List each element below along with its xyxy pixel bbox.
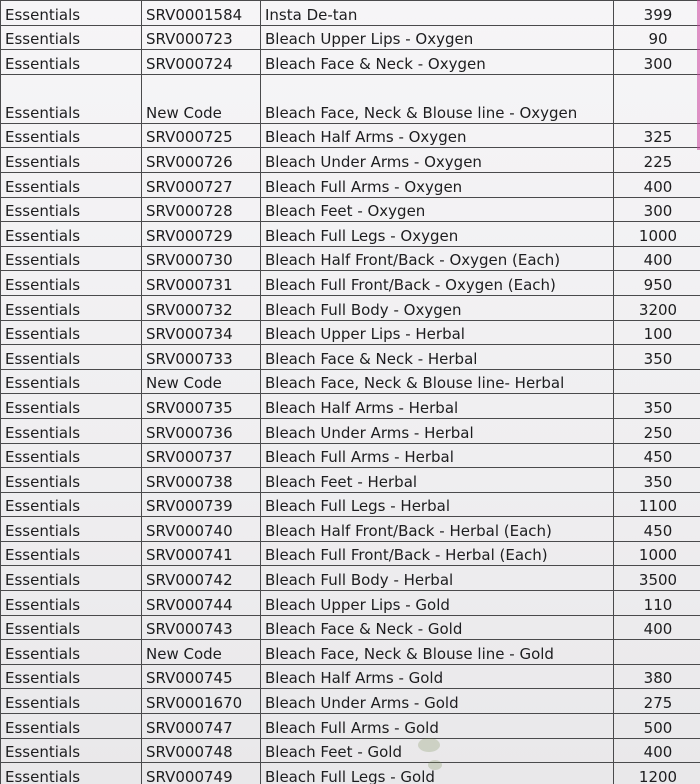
service-name-cell: Bleach Half Front/Back - Herbal (Each) [261, 517, 614, 542]
service-code-cell: SRV0001584 [142, 1, 261, 26]
table-row [1, 418, 700, 443]
price-cell: 300 [614, 197, 700, 222]
table-row [1, 123, 700, 148]
service-code-cell: SRV000735 [142, 394, 261, 419]
service-code-cell: New Code [142, 640, 261, 665]
service-code-cell: SRV000727 [142, 172, 261, 197]
price-cell: 350 [614, 468, 700, 493]
service-code-cell: SRV0001670 [142, 689, 261, 714]
service-name-cell: Bleach Full Legs - Gold [261, 763, 614, 784]
table-row [1, 1, 700, 26]
service-name-cell: Bleach Half Front/Back - Oxygen (Each) [261, 246, 614, 271]
category-cell: Essentials [1, 738, 142, 763]
service-code-cell: SRV000747 [142, 714, 261, 739]
service-code-cell: SRV000724 [142, 50, 261, 75]
service-code-cell: SRV000723 [142, 25, 261, 50]
price-cell: 275 [614, 689, 700, 714]
table-row [1, 369, 700, 394]
service-code-cell: SRV000739 [142, 492, 261, 517]
price-cell [614, 74, 700, 123]
table-row [1, 320, 700, 345]
service-name-cell: Bleach Upper Lips - Oxygen [261, 25, 614, 50]
category-cell: Essentials [1, 222, 142, 247]
category-cell: Essentials [1, 25, 142, 50]
price-cell: 450 [614, 443, 700, 468]
service-name-cell: Bleach Full Front/Back - Oxygen (Each) [261, 271, 614, 296]
service-name-cell: Insta De-tan [261, 1, 614, 26]
service-code-cell: SRV000733 [142, 345, 261, 370]
category-cell: Essentials [1, 763, 142, 784]
table-row [1, 394, 700, 419]
category-cell: Essentials [1, 1, 142, 26]
price-cell: 1200 [614, 763, 700, 784]
table-row [1, 468, 700, 493]
service-code-cell: SRV000732 [142, 295, 261, 320]
service-name-cell: Bleach Feet - Oxygen [261, 197, 614, 222]
table-row [1, 295, 700, 320]
service-code-cell: SRV000738 [142, 468, 261, 493]
service-name-cell: Bleach Half Arms - Herbal [261, 394, 614, 419]
service-name-cell: Bleach Face, Neck & Blouse line - Gold [261, 640, 614, 665]
service-name-cell: Bleach Half Arms - Gold [261, 664, 614, 689]
category-cell: Essentials [1, 345, 142, 370]
table-row [1, 640, 700, 665]
table-row [1, 689, 700, 714]
service-code-cell: SRV000744 [142, 591, 261, 616]
category-cell: Essentials [1, 492, 142, 517]
price-cell: 110 [614, 591, 700, 616]
category-cell: Essentials [1, 418, 142, 443]
service-name-cell: Bleach Upper Lips - Herbal [261, 320, 614, 345]
table-row [1, 492, 700, 517]
price-cell [614, 369, 700, 394]
price-cell: 100 [614, 320, 700, 345]
service-name-cell: Bleach Feet - Herbal [261, 468, 614, 493]
service-name-cell: Bleach Full Arms - Herbal [261, 443, 614, 468]
service-code-cell: SRV000731 [142, 271, 261, 296]
category-cell: Essentials [1, 640, 142, 665]
service-code-cell: SRV000726 [142, 148, 261, 173]
service-name-cell: Bleach Full Legs - Oxygen [261, 222, 614, 247]
service-name-cell: Bleach Under Arms - Herbal [261, 418, 614, 443]
service-name-cell: Bleach Upper Lips - Gold [261, 591, 614, 616]
table-row [1, 148, 700, 173]
service-code-cell: SRV000728 [142, 197, 261, 222]
service-code-cell: SRV000737 [142, 443, 261, 468]
category-cell: Essentials [1, 295, 142, 320]
service-name-cell: Bleach Full Body - Herbal [261, 566, 614, 591]
category-cell: Essentials [1, 74, 142, 123]
category-cell: Essentials [1, 148, 142, 173]
service-code-cell: SRV000740 [142, 517, 261, 542]
price-cell: 3200 [614, 295, 700, 320]
service-name-cell: Bleach Full Body - Oxygen [261, 295, 614, 320]
category-cell: Essentials [1, 123, 142, 148]
price-cell: 380 [614, 664, 700, 689]
category-cell: Essentials [1, 615, 142, 640]
service-code-cell: SRV000736 [142, 418, 261, 443]
service-name-cell: Bleach Under Arms - Gold [261, 689, 614, 714]
category-cell: Essentials [1, 591, 142, 616]
category-cell: Essentials [1, 172, 142, 197]
price-cell: 225 [614, 148, 700, 173]
table-row [1, 345, 700, 370]
table-row [1, 25, 700, 50]
table-row [1, 50, 700, 75]
service-code-cell: SRV000745 [142, 664, 261, 689]
price-cell: 400 [614, 246, 700, 271]
table-row [1, 74, 700, 123]
service-code-cell: SRV000730 [142, 246, 261, 271]
service-name-cell: Bleach Face & Neck - Gold [261, 615, 614, 640]
table-row [1, 172, 700, 197]
table-row [1, 763, 700, 784]
service-code-cell: SRV000742 [142, 566, 261, 591]
table-row [1, 664, 700, 689]
price-cell: 90 [614, 25, 700, 50]
service-name-cell: Bleach Face & Neck - Oxygen [261, 50, 614, 75]
service-code-cell: New Code [142, 369, 261, 394]
category-cell: Essentials [1, 443, 142, 468]
price-cell: 400 [614, 615, 700, 640]
table-row [1, 246, 700, 271]
category-cell: Essentials [1, 689, 142, 714]
table-row [1, 517, 700, 542]
paper-stain [428, 760, 442, 770]
paper-stain [418, 738, 440, 752]
service-name-cell: Bleach Full Arms - Gold [261, 714, 614, 739]
table-row [1, 738, 700, 763]
price-cell: 350 [614, 394, 700, 419]
table-row [1, 443, 700, 468]
table-row [1, 197, 700, 222]
price-cell: 350 [614, 345, 700, 370]
category-cell: Essentials [1, 541, 142, 566]
price-cell: 399 [614, 1, 700, 26]
price-cell: 1000 [614, 222, 700, 247]
category-cell: Essentials [1, 517, 142, 542]
service-code-cell: SRV000748 [142, 738, 261, 763]
service-name-cell: Bleach Face, Neck & Blouse line - Oxygen [261, 74, 614, 123]
price-cell: 450 [614, 517, 700, 542]
service-code-cell: New Code [142, 74, 261, 123]
service-name-cell: Bleach Face, Neck & Blouse line- Herbal [261, 369, 614, 394]
service-code-cell: SRV000749 [142, 763, 261, 784]
service-code-cell: SRV000725 [142, 123, 261, 148]
service-name-cell: Bleach Under Arms - Oxygen [261, 148, 614, 173]
price-cell: 3500 [614, 566, 700, 591]
price-cell: 300 [614, 50, 700, 75]
table-row [1, 541, 700, 566]
service-code-cell: SRV000734 [142, 320, 261, 345]
price-cell: 1100 [614, 492, 700, 517]
category-cell: Essentials [1, 320, 142, 345]
price-cell: 400 [614, 172, 700, 197]
service-name-cell: Bleach Face & Neck - Herbal [261, 345, 614, 370]
price-cell: 1000 [614, 541, 700, 566]
service-code-cell: SRV000741 [142, 541, 261, 566]
table-row [1, 566, 700, 591]
service-name-cell: Bleach Half Arms - Oxygen [261, 123, 614, 148]
price-cell: 250 [614, 418, 700, 443]
table-row [1, 591, 700, 616]
category-cell: Essentials [1, 369, 142, 394]
price-cell [614, 640, 700, 665]
price-cell: 950 [614, 271, 700, 296]
service-name-cell: Bleach Full Arms - Oxygen [261, 172, 614, 197]
service-name-cell: Bleach Full Legs - Herbal [261, 492, 614, 517]
category-cell: Essentials [1, 50, 142, 75]
category-cell: Essentials [1, 566, 142, 591]
price-cell: 400 [614, 738, 700, 763]
price-cell: 500 [614, 714, 700, 739]
category-cell: Essentials [1, 271, 142, 296]
category-cell: Essentials [1, 394, 142, 419]
category-cell: Essentials [1, 664, 142, 689]
table-row [1, 271, 700, 296]
table-row [1, 615, 700, 640]
service-code-cell: SRV000729 [142, 222, 261, 247]
category-cell: Essentials [1, 468, 142, 493]
service-code-cell: SRV000743 [142, 615, 261, 640]
category-cell: Essentials [1, 714, 142, 739]
table-row [1, 714, 700, 739]
category-cell: Essentials [1, 246, 142, 271]
price-table-body [1, 1, 700, 784]
service-name-cell: Bleach Full Front/Back - Herbal (Each) [261, 541, 614, 566]
table-row [1, 222, 700, 247]
service-name-cell: Bleach Feet - Gold [261, 738, 614, 763]
category-cell: Essentials [1, 197, 142, 222]
price-cell: 325 [614, 123, 700, 148]
